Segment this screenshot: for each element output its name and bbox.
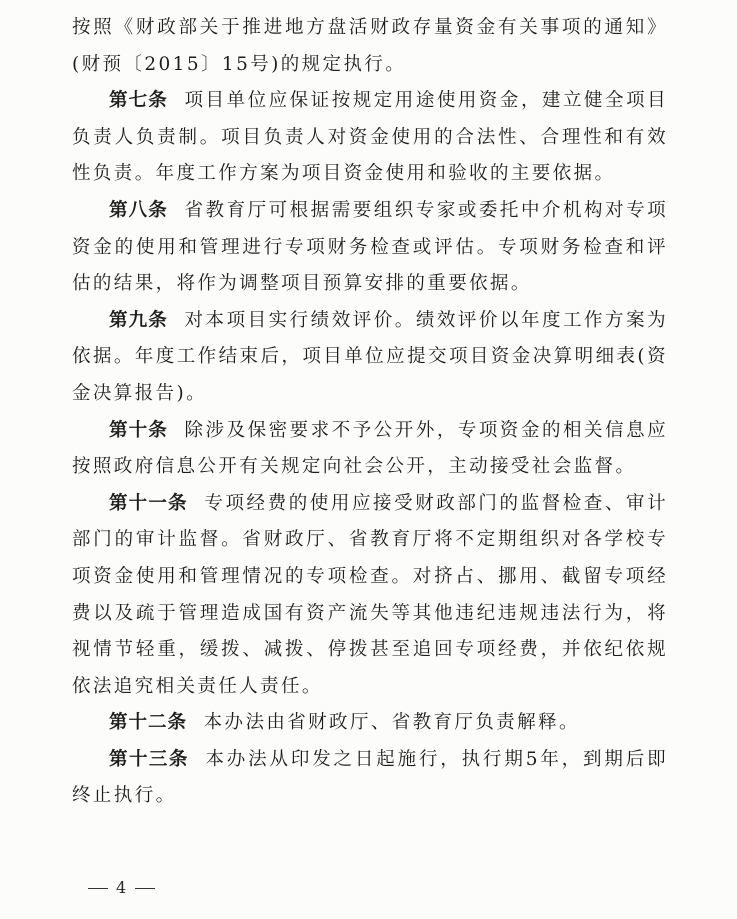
- footer-dash-left: [88, 888, 108, 889]
- article-label: 第七条: [109, 90, 168, 112]
- article-13: [72, 742, 668, 815]
- article-text: 省教育厅可根据需要组织专家或委托中介机构对专项资金的使用和管理进行专项财务检查或评估。专项财务检查和评估的结果，将作为调整项目预算安排的重要依据。: [72, 199, 668, 295]
- article-10: [72, 413, 668, 486]
- document-body: [72, 10, 668, 815]
- article-label: 第八条: [109, 199, 168, 221]
- article-text: 对本项目实行绩效评价。绩效评价以年度工作方案为依据。年度工作结束后，项目单位应提交项目资金决算明细表(资金决算报告)。: [72, 309, 668, 404]
- article-label: 第十一条: [109, 492, 188, 514]
- article-12: [72, 705, 668, 742]
- article-text: 专项经费的使用应接受财政部门的监督检查、审计部门的审计监督。省财政厅、省教育厅将不定期组织对各学校专项资金使用和管理情况的专项检查。对挤占、挪用、截留专项经费以及疏于管理造成国有资产流失等其他违纪违规违法行为，将视情节轻重，缓拨、减拨、停拨甚至追回专项经费，并依纪依规依法追究相关责任人责任。: [72, 492, 668, 697]
- article-label: 第九条: [109, 309, 168, 331]
- intro-text: 按照《财政部关于推进地方盘活财政存量资金有关事项的通知》(财预〔2015〕15号)的规定执行。: [72, 17, 668, 75]
- intro-paragraph: [72, 10, 668, 83]
- article-8: [72, 193, 668, 303]
- article-label: 第十条: [109, 419, 168, 441]
- page-footer: [80, 878, 163, 897]
- article-9: [72, 303, 668, 413]
- article-11: [72, 486, 668, 706]
- page-number: 4: [116, 878, 128, 897]
- article-label: 第十二条: [109, 712, 188, 734]
- article-7: [72, 83, 668, 193]
- article-text: 本办法由省财政厅、省教育厅负责解释。: [203, 712, 580, 734]
- article-text: 项目单位应保证按规定用途使用资金，建立健全项目负责人负责制。项目负责人对资金使用的合法性、合理性和有效性负责。年度工作方案为项目资金使用和验收的主要依据。: [72, 90, 668, 185]
- article-text: 本办法从印发之日起施行，执行期5年，到期后即终止执行。: [72, 748, 668, 807]
- article-text: 除涉及保密要求不予公开外，专项资金的相关信息应按照政府信息公开有关规定向社会公开，主动接受社会监督。: [72, 419, 668, 478]
- article-label: 第十三条: [109, 748, 189, 770]
- footer-dash-right: [135, 888, 155, 889]
